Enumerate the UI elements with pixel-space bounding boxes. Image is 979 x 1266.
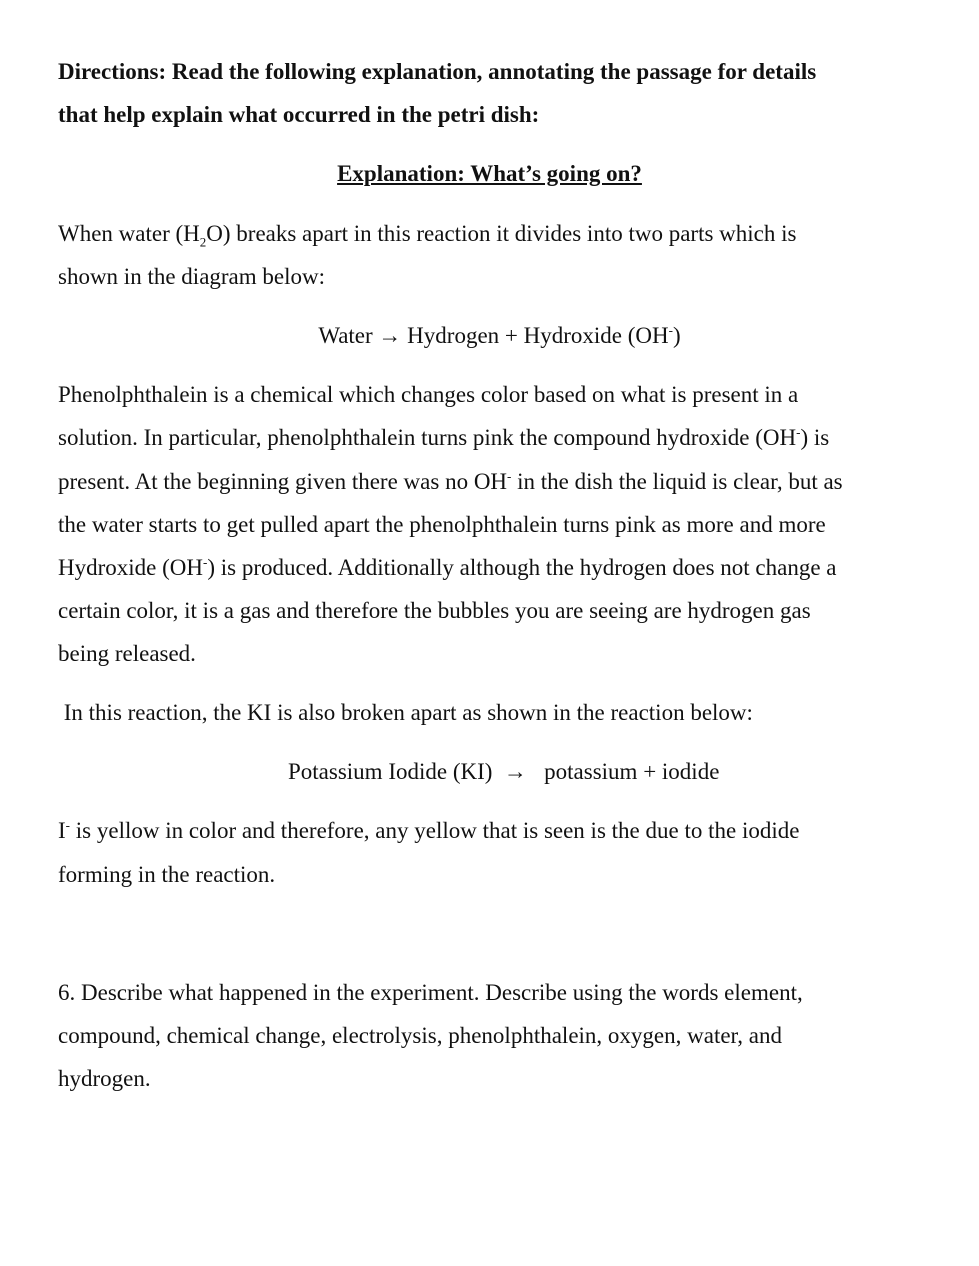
paragraph-2-line-6: certain color, it is a gas and therefore the bubbles you are seeing are hydrogen gas bbox=[58, 598, 811, 623]
paragraph-4-line-1: I- is yellow in color and therefore, any yellow that is seen is the due to the iodide bbox=[58, 817, 800, 843]
paragraph-2-line-3: present. At the beginning given there was no OH- in the dish the liquid is clear, but as bbox=[58, 468, 843, 494]
water-equation: Water → Hydrogen + Hydroxide (OH-) bbox=[318, 322, 681, 348]
question-6-line-2: compound, chemical change, electrolysis, phenolphthalein, oxygen, water, and bbox=[58, 1023, 782, 1048]
paragraph-2-line-5: Hydroxide (OH-) is produced. Additionally although the hydrogen does not change a bbox=[58, 554, 837, 580]
directions-line-2: that help explain what occurred in the petri dish: bbox=[58, 102, 540, 127]
paragraph-2-line-4: the water starts to get pulled apart the phenolphthalein turns pink as more and more bbox=[58, 512, 826, 537]
question-6-line-3: hydrogen. bbox=[58, 1066, 151, 1091]
paragraph-1-line-2: shown in the diagram below: bbox=[58, 264, 326, 289]
paragraph-4-line-2: forming in the reaction. bbox=[58, 862, 276, 887]
question-6-line-1: 6. Describe what happened in the experiment. Describe using the words element, bbox=[58, 980, 803, 1005]
paragraph-2-line-1: Phenolphthalein is a chemical which changes color based on what is present in a bbox=[58, 382, 799, 407]
section-heading bbox=[0, 160, 979, 188]
paragraph-1-line-1: When water $(H_2O)$ breaks apart in this reaction it divides into two parts which is bbox=[58, 221, 797, 250]
heading-text: Explanation: What’s going on? bbox=[337, 161, 642, 186]
paragraph-2-line-2: solution. In particular, phenolphthalein turns pink the compound hydroxide (OH-) is bbox=[58, 424, 830, 450]
paragraph-2-line-7: being released. bbox=[58, 641, 196, 666]
ki-equation: Potassium Iodide (KI) → potassium + iodide bbox=[288, 759, 720, 784]
directions-line-1: Directions: Read the following explanation, annotating the passage for details bbox=[58, 59, 817, 84]
paragraph-3: In this reaction, the KI is also broken apart as shown in the reaction below: bbox=[58, 700, 753, 725]
